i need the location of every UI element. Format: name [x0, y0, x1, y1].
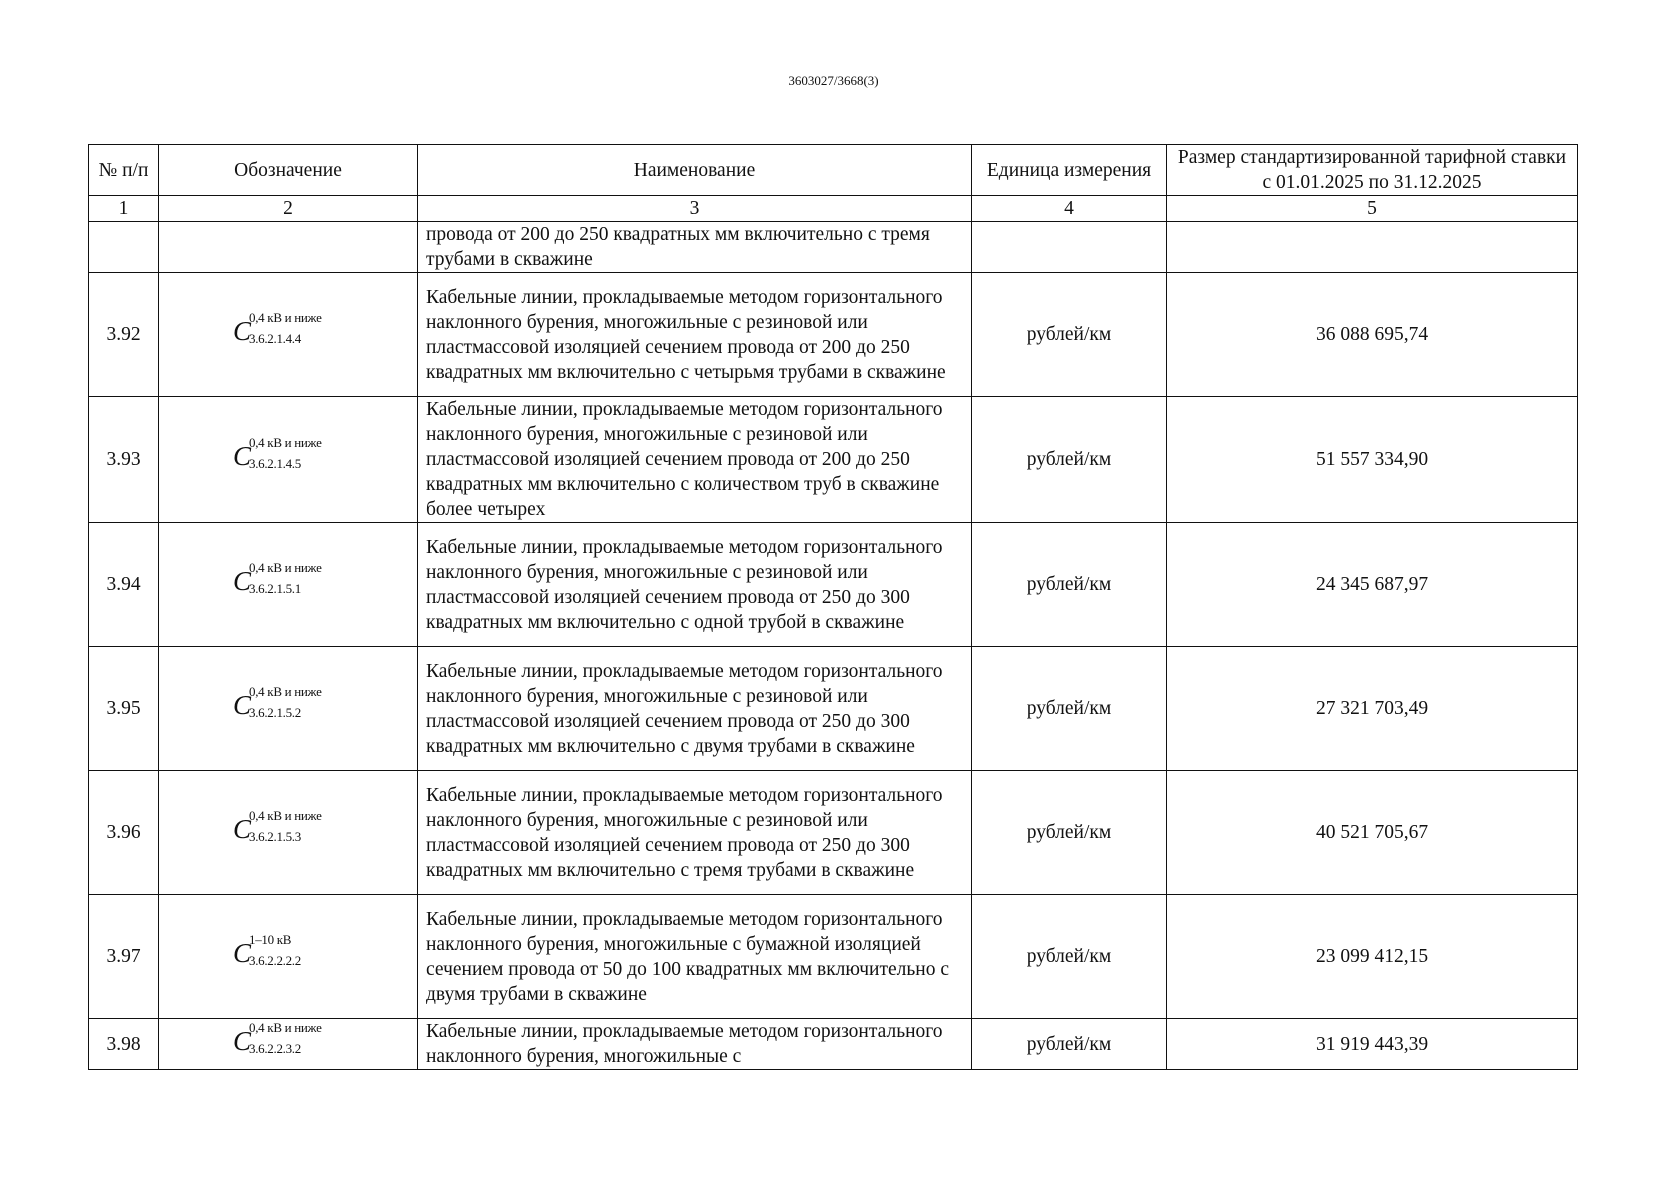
cell-num: 3.97: [89, 895, 159, 1019]
cell-designation: [159, 771, 418, 895]
symbol-superscript: 0,4 кВ и ниже: [249, 1019, 322, 1035]
cell-unit: [972, 222, 1167, 273]
cell-name: провода от 200 до 250 квадратных мм включительно с тремя трубами в скважине: [418, 222, 972, 273]
symbol-letter: C: [233, 441, 252, 471]
cell-num: 3.95: [89, 647, 159, 771]
cell-name: Кабельные линии, прокладываемые методом горизонтального наклонного бурения, многожильные с бумажной изоляцией сечением провода от 50 до 100 квадратных мм включительно с двумя трубами в скважине: [418, 895, 972, 1019]
column-number: 1: [89, 196, 159, 222]
cell-num: [89, 222, 159, 273]
cell-designation: [159, 273, 418, 397]
cell-unit: рублей/км: [972, 771, 1167, 895]
tariff-symbol: [233, 435, 343, 472]
cell-rate: 31 919 443,39: [1167, 1019, 1578, 1070]
symbol-letter: C: [233, 316, 252, 346]
symbol-superscript: 1–10 кВ: [249, 932, 292, 947]
symbol-subscript: 3.6.2.2.2.2: [249, 953, 301, 968]
continuation-row: [89, 222, 1578, 273]
column-numbers-row: [89, 196, 1578, 222]
symbol-subscript: 3.6.2.1.4.4: [249, 331, 301, 346]
symbol-subscript: 3.6.2.1.5.3: [249, 829, 301, 844]
cell-num: 3.94: [89, 523, 159, 647]
cell-unit: рублей/км: [972, 397, 1167, 523]
cell-rate: [1167, 222, 1578, 273]
header-unit: Единица измерения: [972, 145, 1167, 196]
column-number: 5: [1167, 196, 1578, 222]
tariff-rates-table: [88, 144, 1578, 1070]
column-number: 4: [972, 196, 1167, 222]
document-number: 3603027/3668(3): [788, 73, 879, 88]
cell-designation: [159, 647, 418, 771]
symbol-subscript: 3.6.2.1.5.1: [249, 581, 301, 596]
symbol-superscript: 0,4 кВ и ниже: [249, 310, 322, 325]
cell-num: 3.92: [89, 273, 159, 397]
cell-designation: [159, 222, 418, 273]
symbol-subscript: 3.6.2.1.5.2: [249, 705, 301, 720]
table-row: [89, 273, 1578, 397]
cell-unit: рублей/км: [972, 1019, 1167, 1070]
cell-designation: [159, 895, 418, 1019]
symbol-letter: C: [233, 814, 252, 844]
symbol-superscript: 0,4 кВ и ниже: [249, 435, 322, 450]
tariff-symbol: [233, 684, 343, 721]
tariff-symbol: [233, 1019, 343, 1057]
cell-unit: рублей/км: [972, 523, 1167, 647]
symbol-letter: C: [233, 938, 252, 968]
column-number: 2: [159, 196, 418, 222]
column-number: 3: [418, 196, 972, 222]
cell-designation: [159, 523, 418, 647]
table-row: [89, 1019, 1578, 1070]
cell-unit: рублей/км: [972, 273, 1167, 397]
cell-name: Кабельные линии, прокладываемые методом горизонтального наклонного бурения, многожильные с резиновой или пластмассовой изоляцией сечением провода от 200 до 250 квадратных мм включительно с количеством труб в скважине более четырех: [418, 397, 972, 523]
symbol-letter: C: [233, 566, 252, 596]
cell-name: Кабельные линии, прокладываемые методом горизонтального наклонного бурения, многожильные с: [418, 1019, 972, 1070]
header-name: Наименование: [418, 145, 972, 196]
tariff-symbol: [233, 808, 343, 845]
cell-name: Кабельные линии, прокладываемые методом горизонтального наклонного бурения, многожильные с резиновой или пластмассовой изоляцией сечением провода от 250 до 300 квадратных мм включительно с одной трубой в скважине: [418, 523, 972, 647]
table-row: [89, 895, 1578, 1019]
tariff-symbol: [233, 560, 343, 597]
symbol-subscript: 3.6.2.1.4.5: [249, 456, 301, 471]
header-num: № п/п: [89, 145, 159, 196]
cell-num: 3.93: [89, 397, 159, 523]
cell-rate: 27 321 703,49: [1167, 647, 1578, 771]
cell-unit: рублей/км: [972, 647, 1167, 771]
cell-rate: 23 099 412,15: [1167, 895, 1578, 1019]
cell-name: Кабельные линии, прокладываемые методом горизонтального наклонного бурения, многожильные с резиновой или пластмассовой изоляцией сечением провода от 250 до 300 квадратных мм включительно с двумя трубами в скважине: [418, 647, 972, 771]
symbol-superscript: 0,4 кВ и ниже: [249, 808, 322, 823]
cell-name: Кабельные линии, прокладываемые методом горизонтального наклонного бурения, многожильные с резиновой или пластмассовой изоляцией сечением провода от 200 до 250 квадратных мм включительно с четырьмя трубами в скважине: [418, 273, 972, 397]
header-row: [89, 145, 1578, 196]
cell-rate: 24 345 687,97: [1167, 523, 1578, 647]
table-row: [89, 397, 1578, 523]
cell-num: 3.98: [89, 1019, 159, 1070]
cell-designation: [159, 1019, 418, 1070]
cell-name: Кабельные линии, прокладываемые методом горизонтального наклонного бурения, многожильные с резиновой или пластмассовой изоляцией сечением провода от 250 до 300 квадратных мм включительно с тремя трубами в скважине: [418, 771, 972, 895]
table-row: [89, 771, 1578, 895]
symbol-superscript: 0,4 кВ и ниже: [249, 560, 322, 575]
cell-rate: 40 521 705,67: [1167, 771, 1578, 895]
symbol-letter: C: [233, 690, 252, 720]
tariff-symbol: [233, 932, 343, 969]
cell-designation: [159, 397, 418, 523]
header-rate: Размер стандартизированной тарифной ставки с 01.01.2025 по 31.12.2025: [1167, 145, 1578, 196]
tariff-symbol: [233, 310, 343, 347]
cell-num: 3.96: [89, 771, 159, 895]
cell-unit: рублей/км: [972, 895, 1167, 1019]
cell-rate: 36 088 695,74: [1167, 273, 1578, 397]
header-designation: Обозначение: [159, 145, 418, 196]
symbol-subscript: 3.6.2.2.3.2: [249, 1040, 301, 1056]
table-body: [89, 222, 1578, 1070]
table-row: [89, 523, 1578, 647]
table-row: [89, 647, 1578, 771]
symbol-superscript: 0,4 кВ и ниже: [249, 684, 322, 699]
symbol-letter: C: [233, 1025, 252, 1056]
cell-rate: 51 557 334,90: [1167, 397, 1578, 523]
